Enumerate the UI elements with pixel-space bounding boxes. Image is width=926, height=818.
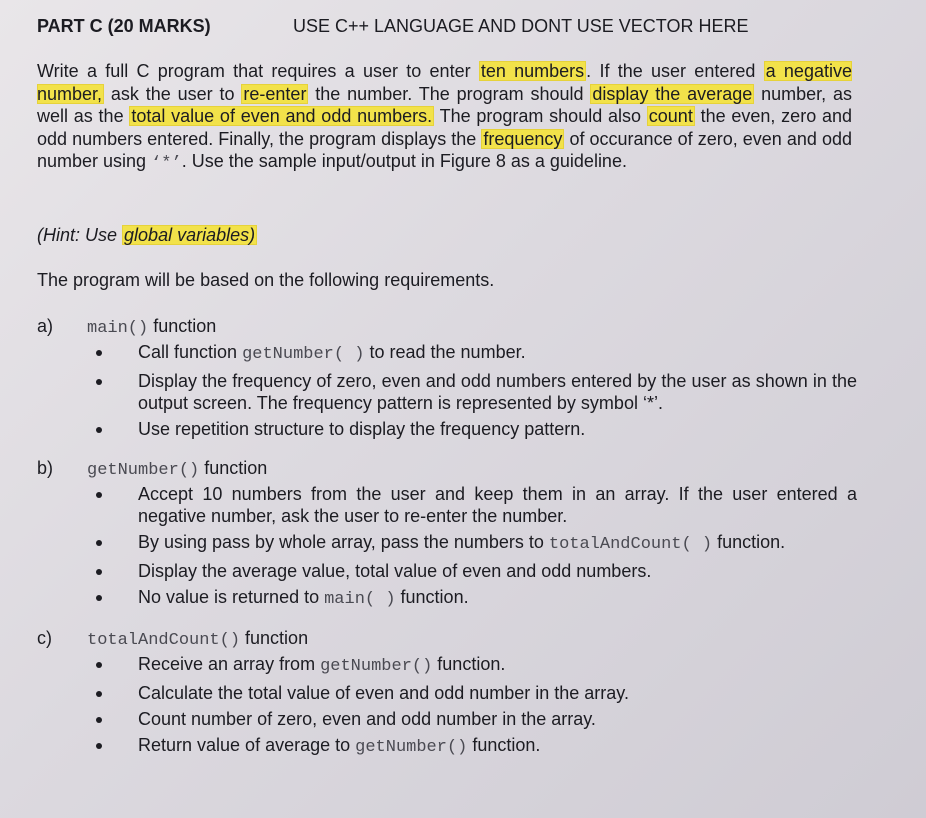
bullet-list	[37, 653, 857, 763]
text-segment: No value is returned to	[138, 587, 325, 607]
function-word: function	[148, 316, 217, 336]
text-segment: function.	[395, 587, 469, 607]
list-item	[37, 734, 857, 759]
list-item	[37, 531, 857, 556]
text-segment: function.	[467, 735, 541, 755]
text-segment: Calculate the total value of even and odd number in the array.	[138, 683, 629, 703]
bullet-icon	[96, 717, 102, 723]
bullet-icon	[96, 492, 102, 498]
bullet-icon	[96, 350, 102, 356]
bullet-icon	[96, 662, 102, 668]
list-item	[37, 370, 857, 414]
page-header	[37, 16, 897, 37]
hint-prefix: (Hint: Use	[37, 225, 123, 245]
text-segment: of occurance of zero, even and odd number using	[37, 128, 852, 171]
bullet-icon	[96, 595, 102, 601]
highlight-negative-number: a negative number,	[37, 61, 852, 104]
text-segment: function.	[712, 532, 786, 552]
section-letter: a)	[37, 316, 54, 336]
bullet-icon	[96, 379, 102, 385]
text-segment: ask the user to	[104, 83, 242, 104]
code-segment: getNumber( )	[242, 345, 365, 364]
text-segment: to read the number.	[364, 342, 526, 362]
highlight-frequency: frequency	[483, 128, 563, 149]
text-segment: . If the user entered	[586, 61, 764, 81]
text-segment: the even, zero and odd numbers entered. Finally, the program displays the	[37, 106, 853, 149]
code-segment: totalAndCount( )	[548, 535, 713, 554]
list-item	[37, 560, 857, 582]
list-item	[37, 653, 857, 678]
bullet-icon	[96, 427, 102, 433]
text-segment: function.	[432, 654, 506, 674]
list-item	[37, 586, 857, 611]
code-segment: main( )	[324, 590, 396, 609]
text-segment: Display the frequency of zero, even and odd numbers entered by the user as shown in the output screen. The frequency pattern is represented by symbol ‘*’.	[138, 371, 857, 413]
text-segment: number, as well as the	[37, 83, 852, 126]
highlight-count: count	[648, 106, 693, 126]
language-note: USE C++ LANGUAGE AND DONT USE VECTOR HERE	[293, 16, 749, 36]
list-item	[37, 418, 857, 440]
text-segment: Display the average value, total value of even and odd numbers.	[138, 561, 652, 581]
list-item	[37, 682, 857, 704]
list-item	[37, 341, 857, 366]
bullet-icon	[96, 743, 102, 749]
function-name: main()	[87, 319, 149, 338]
function-word: function	[199, 458, 268, 478]
text-segment: the number. The program should	[308, 83, 591, 104]
section-title	[87, 458, 267, 480]
highlight-re-enter: re-enter	[243, 83, 307, 104]
section-letter: c)	[37, 628, 52, 648]
code-segment: getNumber()	[355, 738, 468, 757]
text-segment: Count number of zero, even and odd number in the array.	[138, 709, 596, 729]
bullet-icon	[96, 691, 102, 697]
asterisk-symbol: ‘*’	[151, 154, 182, 173]
function-name: getNumber()	[87, 461, 200, 480]
list-item	[37, 483, 857, 527]
text-segment: Write a full C program that requires a user to enter	[37, 61, 479, 81]
text-segment: The program should also	[434, 106, 647, 126]
hint-line	[37, 225, 257, 246]
highlight-total-value: total value of even and odd numbers.	[131, 106, 433, 126]
section-letter: b)	[37, 458, 54, 478]
text-segment: Use repetition structure to display the frequency pattern.	[138, 419, 586, 439]
bullet-icon	[96, 540, 102, 546]
code-segment: getNumber()	[320, 657, 433, 676]
bullet-list	[37, 483, 857, 615]
section-title	[87, 628, 308, 650]
requirements-intro: The program will be based on the following requirements.	[37, 270, 495, 290]
text-segment: . Use the sample input/output in Figure 8 as a guideline.	[181, 151, 627, 171]
text-segment: By using pass by whole array, pass the numbers to	[138, 532, 549, 552]
highlight-global-variables: global variables)	[124, 225, 256, 245]
text-segment: Accept 10 numbers from the user and keep them in an array. If the user entered a negative number, ask the user to re-enter the number.	[138, 484, 857, 526]
highlight-ten-numbers: ten numbers	[480, 61, 585, 81]
text-segment: Return value of average to	[138, 735, 356, 755]
bullet-list	[37, 341, 857, 444]
problem-description	[37, 60, 852, 176]
part-title: PART C (20 MARKS)	[37, 16, 211, 36]
highlight-display-average: display the average	[592, 83, 753, 104]
function-word: function	[240, 628, 309, 648]
function-name: totalAndCount()	[87, 631, 241, 650]
section-title	[87, 316, 216, 338]
bullet-icon	[96, 569, 102, 575]
text-segment: Receive an array from	[138, 654, 321, 674]
list-item	[37, 708, 857, 730]
text-segment: Call function	[138, 342, 243, 362]
